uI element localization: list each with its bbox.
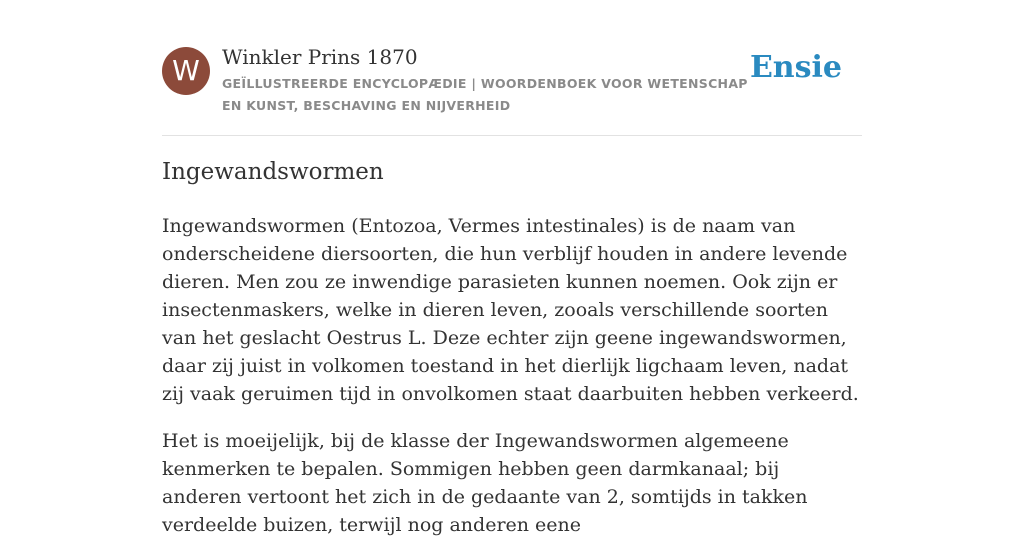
source-subtitle: GEÏLLUSTREERDE ENCYCLOPÆDIE | WOORDENBOEK VOOR WETENSCHAP EN KUNST, BESCHAVING EN NIJVERHEID (222, 76, 748, 113)
article-paragraph: Ingewandswormen (Entozoa, Vermes intestinales) is de naam van onderscheidene diersoorten, die hun verblijf houden in andere levende dieren. Men zou ze inwendige parasieten kunnen noemen. Ook zijn er insectenmaskers, welke in dieren leven, zooals verschillende soorten van het geslacht Oestrus L. Deze echter zijn geene ingewandswormen, daar zij juist in volkomen toestand in het dierlijk ligchaam leven, nadat zij vaak geruimen tijd in onvolkomen staat daarbuiten hebben verkeerd. (162, 215, 859, 405)
header-divider (162, 135, 862, 136)
source-header (162, 44, 862, 136)
article-body (162, 212, 862, 558)
source-avatar[interactable]: W (162, 47, 210, 95)
ensie-logo[interactable]: Ensie (749, 50, 842, 85)
article-paragraph: Het is moeijelijk, bij de klasse der Ingewandswormen algemeene kenmerken te bepalen. Sommigen hebben geen darmkanaal; bij anderen vertoont het zich in de gedaante van 2, somtijds in takken verdeelde buizen, terwijl nog anderen eene (162, 430, 808, 536)
source-title[interactable]: Winkler Prins 1870 (222, 45, 418, 69)
article-title: Ingewandswormen (162, 159, 384, 185)
